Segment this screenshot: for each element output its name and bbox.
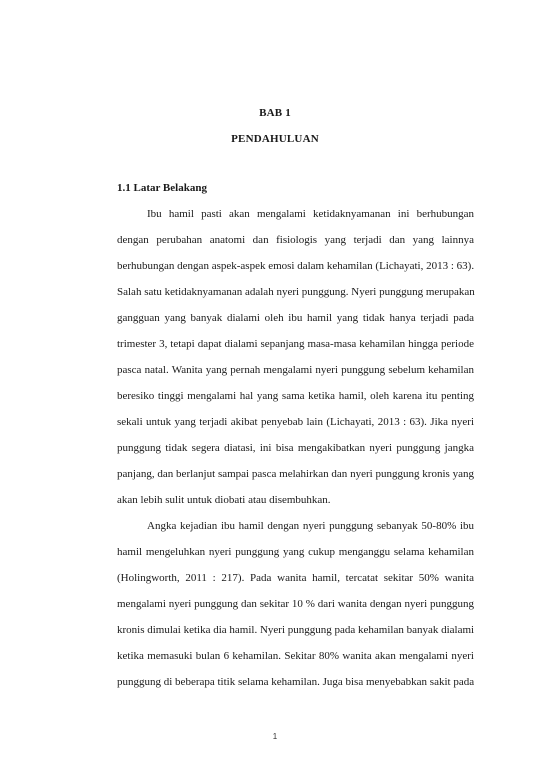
chapter-number: BAB 1 (259, 107, 291, 119)
paragraph-line: mengalami nyeri punggung dan sekitar 10 % dari wanita dengan nyeri punggung (117, 598, 474, 610)
chapter-title: PENDAHULUAN (231, 133, 319, 145)
paragraph-line: ketika memasuki bulan 6 kehamilan. Sekitar 80% wanita akan mengalami nyeri (117, 650, 474, 662)
paragraph-line: trimester 3, tetapi dapat dialami sepanjang masa-masa kehamilan hingga periode (117, 338, 474, 350)
paragraph-line: hamil mengeluhkan nyeri punggung yang cukup menganggu selama kehamilan (117, 546, 474, 558)
paragraph-line: sekali untuk yang terjadi akibat penyebab lain (Lichayati, 2013 : 63). Jika nyeri (117, 416, 474, 428)
paragraph-line: beresiko tinggi mengalami hal yang sama ketika hamil, oleh karena itu penting (117, 390, 474, 402)
paragraph-line: akan lebih sulit untuk diobati atau disembuhkan. (117, 494, 331, 506)
paragraph-line: punggung di beberapa titik selama kehamilan. Juga bisa menyebabkan sakit pada (117, 676, 475, 688)
paragraph-line: Angka kejadian ibu hamil dengan nyeri punggung sebanyak 50-80% ibu (147, 520, 474, 532)
paragraph-line: kronis dimulai ketika dia hamil. Nyeri punggung pada kehamilan banyak dialami (117, 624, 475, 636)
paragraph-line: pasca natal. Wanita yang pernah mengalami nyeri punggung sebelum kehamilan (117, 364, 474, 376)
paragraph-line: (Holingworth, 2011 : 217). Pada wanita hamil, tercatat sekitar 50% wanita (117, 572, 474, 584)
paragraph-line: dengan perubahan anatomi dan fisiologis yang terjadi dan yang lainnya (117, 234, 474, 246)
section-heading: 1.1 Latar Belakang (117, 182, 207, 194)
page-number: 1 (272, 732, 278, 741)
paragraph-line: Salah satu ketidaknyamanan adalah nyeri punggung. Nyeri punggung merupakan (117, 286, 475, 298)
paragraph-line: gangguan yang banyak dialami oleh ibu hamil yang tidak hanya terjadi pada (117, 312, 474, 324)
paragraph-line: Ibu hamil pasti akan mengalami ketidaknyamanan ini berhubungan (147, 208, 474, 220)
paragraph-line: panjang, dan berlanjut sampai pasca melahirkan dan nyeri punggung kronis yang (117, 468, 474, 480)
paragraph-line: berhubungan dengan aspek-aspek emosi dalam kehamilan (Lichayati, 2013 : 63). (117, 260, 475, 272)
paragraph-line: punggung tidak segera diatasi, ini bisa mengakibatkan nyeri punggung jangka (117, 442, 474, 454)
